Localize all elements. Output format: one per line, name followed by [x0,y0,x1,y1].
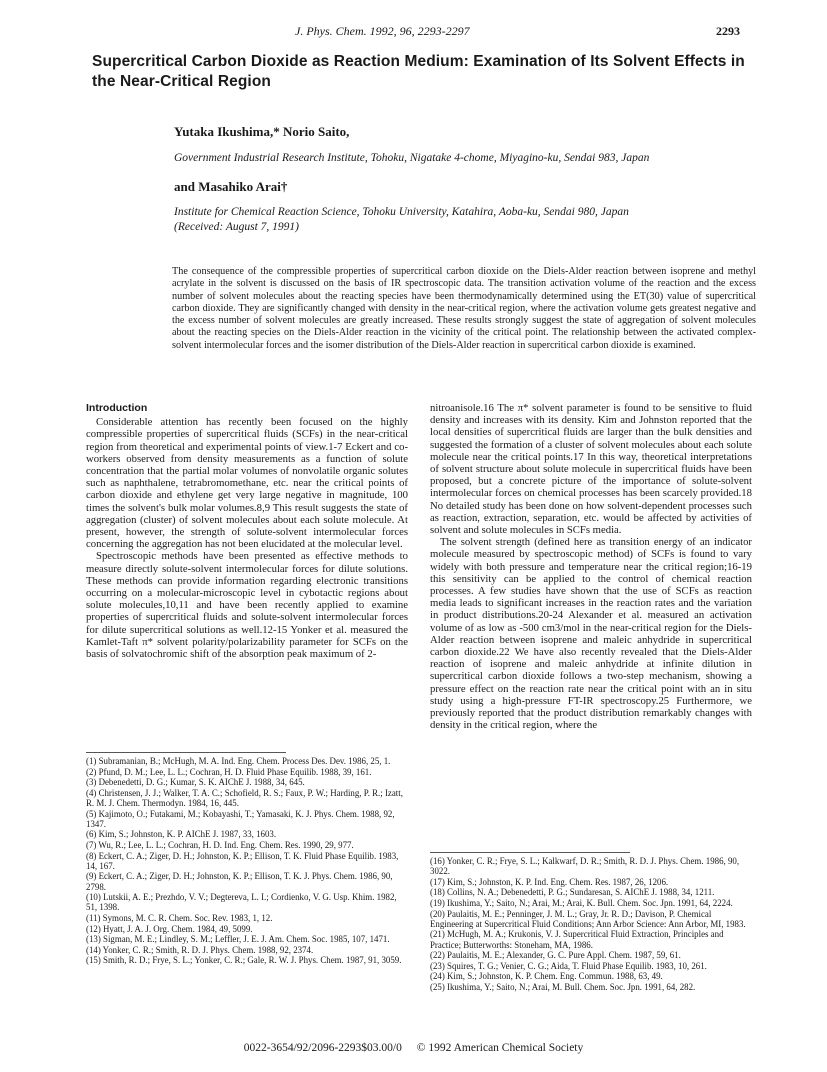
reference-item: (18) Collins, N. A.; Debenedetti, P. G.; Sundaresan, S. AIChE J. 1988, 34, 1211. [430,887,715,898]
reference-item: (5) Kajimoto, O.; Futakami, M.; Kobayashi, T.; Yamasaki, K. J. Phys. Chem. 1988, 92, 1347. [86,808,395,829]
references-left [86,756,408,966]
reference-item: (12) Hyatt, J. A. J. Org. Chem. 1984, 49, 5099. [86,923,253,934]
left-column [86,402,408,660]
article-title: Supercritical Carbon Dioxide as Reaction Medium: Examination of Its Solvent Effects in the Near-Critical Region [92,53,745,90]
right-column [430,402,752,731]
reference-item: (4) Christensen, J. J.; Walker, T. A. C.; Schofield, R. S.; Faux, P. W.; Harding, P. R.; Izatt, R. M. J. Chem. Thermodyn. 1984, 16, 445. [86,787,403,808]
section-heading-introduction: Introduction [86,402,148,414]
article-code: 0022-3654/92/2096-2293$03.00/0 [243,1042,402,1054]
reference-item: (20) Paulaitis, M. E.; Penninger, J. M. L.; Gray, Jr. R. D.; Davison, P. Chemical Engineering at Supercritical Fluid Conditions; Ann Arbor Science: Ann Arbor, MI, 1983. [430,908,746,929]
reference-item: (17) Kim, S.; Johnston, K. P. Ind. Eng. Chem. Res. 1987, 26, 1206. [430,876,669,887]
body-paragraph: The solvent strength (defined here as transition energy of an indicator molecule measured by spectroscopic method) of SCFs is found to vary widely with both pressure and temperature near the critical region;16-19 this sensitivity can be applied to the control of chemical reaction processes. A few studies have shown that the use of SCFs as reaction media leads to significant increases in the reaction rates and the variation in product distributions.20-24 Alexander et al. measured an activation volume of as low as -500 cm3/mol in the near-critical region for the Diels-Alder reaction between isoprene and maleic anhydride in supercritical carbon dioxide.22 We have also recently revealed that the Diels-Alder reaction of isoprene and maleic anhydride at infinite dilution in supercritical carbon dioxide follows a two-step mechanism, showing a pressure effect on the reaction rate near the critical point with an in situ study using a high-pressure FT-IR spectroscopy.25 Furthermore, we previously reported that the product distribution remarkably changes with density in the critical region, where the [430,536,752,732]
footnote-rule-left [86,752,286,753]
references-right [430,856,752,993]
reference-item: (11) Symons, M. C. R. Chem. Soc. Rev. 1983, 1, 12. [86,912,273,923]
reference-item: (2) Pfund, D. M.; Lee, L. L.; Cochran, H. D. Fluid Phase Equilib. 1988, 39, 161. [86,766,372,777]
received-date: (Received: August 7, 1991) [174,221,299,233]
reference-item: (21) McHugh, M. A.; Krukonis, V. J. Supercritical Fluid Extraction, Principles and Practice; Butterworths: Stoneham, MA, 1986. [430,929,724,950]
affiliation-2-block [174,205,754,235]
reference-item: (3) Debenedetti, D. G.; Kumar, S. K. AIChE J. 1988, 34, 645. [86,777,305,788]
journal-citation: J. Phys. Chem. 1992, 96, 2293-2297 [295,24,470,38]
reference-item: (19) Ikushima, Y.; Saito, N.; Arai, M.; Arai, K. Bull. Chem. Soc. Jpn. 1991, 64, 2224. [430,897,733,908]
reference-item: (7) Wu, R.; Lee, L. L.; Cochran, H. D. Ind. Eng. Chem. Res. 1990, 29, 977. [86,839,354,850]
reference-item: (1) Subramanian, B.; McHugh, M. A. Ind. Eng. Chem. Process Des. Dev. 1986, 25, 1. [86,756,391,766]
reference-item: (22) Paulaitis, M. E.; Alexander, G. C. Pure Appl. Chem. 1987, 59, 61. [430,950,681,961]
affiliation-1: Government Industrial Research Institute, Tohoku, Nigatake 4-chome, Miyagino-ku, Sendai 983, Japan [174,152,650,164]
reference-item: (13) Sigman, M. E.; Lindley, S. M.; Leffler, J. E. J. Am. Chem. Soc. 1985, 107, 1471. [86,934,390,945]
body-paragraph: Spectroscopic methods have been presented as effective methods to measure directly solute-solvent intermolecular forces for dilute solutions. These methods can provide information regarding electronic transitions occurring on a molecular-microscopic level in cybotactic regions about solute molecules,10,11 and have been recently applied to examine properties of supercritical fluids and solute-solvent intermolecular forces for dilute supercritical solutions as well.12-15 Yonker et al. measured the Kamlet-Taft π* solvent polarity/polarizability parameter for SCFs on the basis of solvatochromic shift of the absorption peak maximum of 2- [86,550,408,661]
body-paragraph: Considerable attention has recently been focused on the highly compressible properties of supercritical fluids (SCFs) in the near-critical region from theoretical and experimental points of view.1-7 Eckert and co-workers observed from density measurements as a function of solute concentration that the partial molar volumes of nonvolatile organic solutes such as naphthalene, tetrabromomethane, etc. near the critical points of carbon dioxide and ethylene get very large negative in magnitude, 100 times the solvent's bulk molar volumes.8,9 This result suggests the state of aggregation (cluster) of solvent molecules about each solute molecule. At present, however, the strength of solute-solvent intermolecular forces concerning the aggregation has not been elucidated at the molecular level. [86,416,408,551]
reference-item: (6) Kim, S.; Johnston, K. P. AIChE J. 1987, 33, 1603. [86,829,277,840]
reference-item: (16) Yonker, C. R.; Frye, S. L.; Kalkwarf, D. R.; Smith, R. D. J. Phys. Chem. 1986, 90, 3022. [430,856,740,877]
affiliation-2: Institute for Chemical Reaction Science, Tohoku University, Katahira, Aoba-ku, Sendai 980, Japan [174,206,629,218]
copyright-notice: © 1992 American Chemical Society [416,1042,584,1054]
reference-item: (8) Eckert, C. A.; Ziger, D. H.; Johnston, K. P.; Ellison, T. K. Fluid Phase Equilib. 1983, 14, 167. [86,850,399,871]
reference-item: (15) Smith, R. D.; Frye, S. L.; Yonker, C. R.; Gale, R. W. J. Phys. Chem. 1987, 91, 3059. [86,955,402,966]
abstract: The consequence of the compressible properties of supercritical carbon dioxide on the Diels-Alder reaction between isoprene and methyl acrylate in the solvent is discussed on the basis of IR spectroscopic data. The transition activation volume of the reaction and the excess number of solvent molecules about the reacting species have been thermodynamically determined using the ET(30) value of supercritical carbon dioxide. They are significantly changed with density in the near-critical region, where the activation volume gets greatest negative and the excess number of solvent molecules are greatly increased. These results strongly suggest the state of aggregation of solvent molecules about the reacting species on the Diels-Alder reaction in the vicinity of the critical point. The relationship between the activated complex-solvent intermolecular forces and the isomer distribution of the Diels-Alder reaction in supercritical carbon dioxide is examined. [172,266,756,351]
reference-item: (23) Squires, T. G.; Venier, C. G.; Aida, T. Fluid Phase Equilib. 1983, 10, 261. [430,960,707,971]
reference-item: (25) Ikushima, Y.; Saito, N.; Arai, M. Bull. Chem. Soc. Jpn. 1991, 64, 282. [430,981,696,992]
page-number: 2293 [716,24,740,38]
reference-item: (10) Lutskii, A. E.; Prezhdo, V. V.; Degtereva, L. I.; Cordienko, V. G. Usp. Khim. 1982, 51, 1398. [86,892,397,913]
authors-line-2: and Masahiko Arai† [174,179,288,194]
reference-item: (9) Eckert, C. A.; Ziger, D. H.; Johnston, K. P.; Ellison, T. K. J. Phys. Chem. 1986, 90, 2798. [86,871,393,892]
authors-line-1: Yutaka Ikushima,* Norio Saito, [174,124,350,139]
reference-item: (24) Kim, S.; Johnston, K. P. Chem. Eng. Commun. 1988, 63, 49. [430,971,663,982]
footnote-rule-right [430,852,630,853]
reference-item: (14) Yonker, C. R.; Smith, R. D. J. Phys. Chem. 1988, 92, 2374. [86,944,314,955]
page-footer [0,1042,827,1054]
body-paragraph: nitroanisole.16 The π* solvent parameter is found to be sensitive to fluid density and increases with its density. Kim and Johnston reported that the local densities of supercritical fluids are larger than the bulk densities and suggested the formation of a cluster of solvent molecules about each solute molecule near the critical points.17 In this way, theoretical interpretations of solvent structure about solute molecule in supercritical fluids have been proposed, but a concrete picture of the importance of solute-solvent intermolecular forces on chemical processes has been scarcely provided.18 No detailed study has been done on how solvent-dependent processes such as reaction, extraction, separation, etc. would be affected by activities of solvent and solute molecules in SCFs media. [430,402,752,537]
